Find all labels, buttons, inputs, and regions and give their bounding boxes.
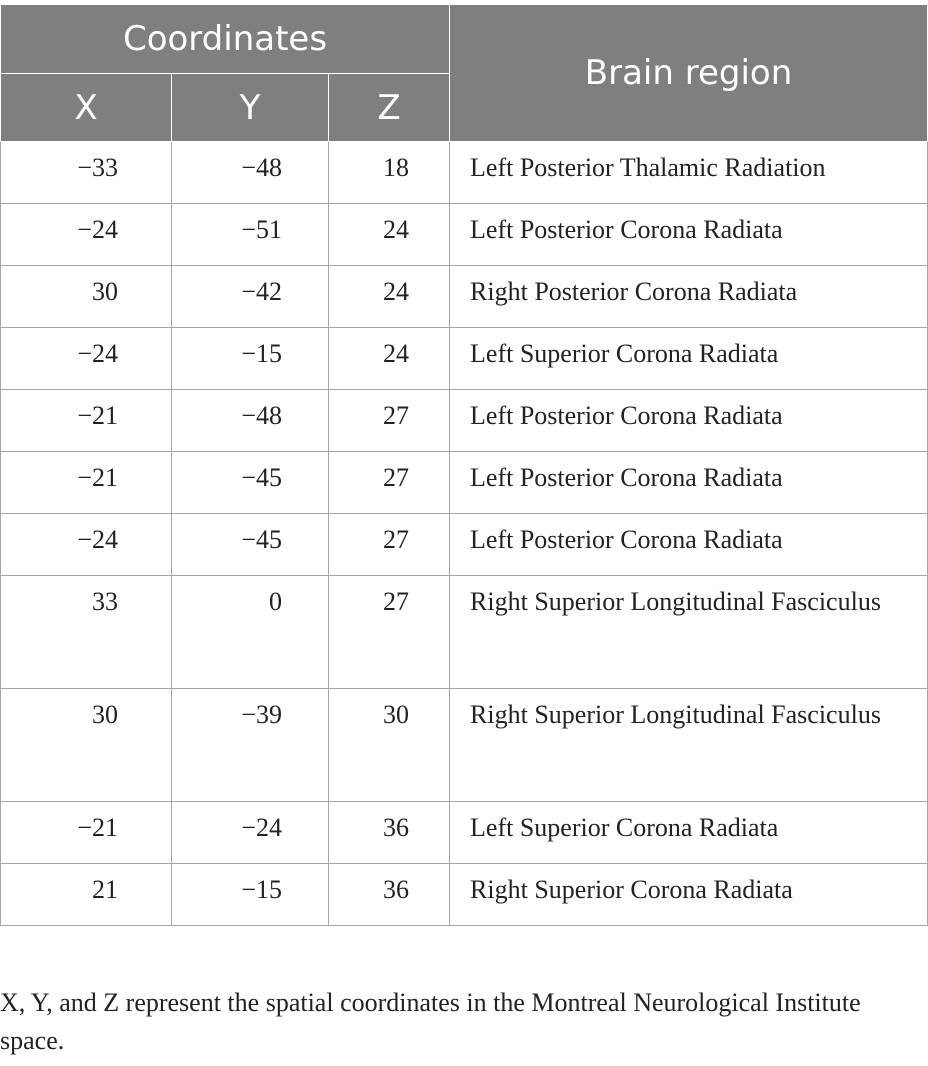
table-row	[1, 576, 928, 689]
table-row	[1, 328, 928, 390]
region-cell: Left Posterior Corona Radiata	[450, 204, 928, 266]
x-cell: −21	[1, 802, 172, 864]
region-cell: Right Superior Corona Radiata	[450, 864, 928, 926]
y-header: Y	[172, 74, 329, 142]
x-cell: −33	[1, 142, 172, 204]
x-header: X	[1, 74, 172, 142]
table-row	[1, 689, 928, 802]
y-cell: −48	[172, 390, 329, 452]
z-cell: 36	[329, 802, 450, 864]
region-cell: Right Posterior Corona Radiata	[450, 266, 928, 328]
region-cell: Left Posterior Corona Radiata	[450, 390, 928, 452]
x-cell: −24	[1, 204, 172, 266]
z-cell: 24	[329, 266, 450, 328]
y-cell: −45	[172, 452, 329, 514]
y-cell: 0	[172, 576, 329, 689]
x-cell: 30	[1, 689, 172, 802]
table-row	[1, 452, 928, 514]
coordinates-table	[0, 4, 928, 926]
region-cell: Left Posterior Corona Radiata	[450, 514, 928, 576]
y-cell: −42	[172, 266, 329, 328]
z-cell: 27	[329, 514, 450, 576]
z-cell: 27	[329, 390, 450, 452]
x-cell: 30	[1, 266, 172, 328]
z-header: Z	[329, 74, 450, 142]
table-row	[1, 802, 928, 864]
y-cell: −24	[172, 802, 329, 864]
y-cell: −45	[172, 514, 329, 576]
y-cell: −48	[172, 142, 329, 204]
region-cell: Right Superior Longitudinal Fasciculus	[450, 576, 928, 689]
region-cell: Left Posterior Thalamic Radiation	[450, 142, 928, 204]
table-footnote: X, Y, and Z represent the spatial coordinates in the Montreal Neurological Institute space.	[0, 988, 861, 1055]
region-cell: Left Superior Corona Radiata	[450, 328, 928, 390]
table-row	[1, 204, 928, 266]
y-cell: −15	[172, 328, 329, 390]
brain-region-header: Brain region	[450, 5, 928, 142]
y-cell: −39	[172, 689, 329, 802]
table-row	[1, 864, 928, 926]
table-row	[1, 390, 928, 452]
z-cell: 27	[329, 452, 450, 514]
table-row	[1, 142, 928, 204]
table-row	[1, 266, 928, 328]
z-cell: 24	[329, 328, 450, 390]
region-cell: Left Posterior Corona Radiata	[450, 452, 928, 514]
table-row	[1, 514, 928, 576]
z-cell: 27	[329, 576, 450, 689]
z-cell: 24	[329, 204, 450, 266]
region-cell: Right Superior Longitudinal Fasciculus	[450, 689, 928, 802]
y-cell: −51	[172, 204, 329, 266]
x-cell: −24	[1, 514, 172, 576]
z-cell: 36	[329, 864, 450, 926]
x-cell: −21	[1, 390, 172, 452]
x-cell: 33	[1, 576, 172, 689]
coordinates-header: Coordinates	[1, 5, 450, 74]
z-cell: 18	[329, 142, 450, 204]
y-cell: −15	[172, 864, 329, 926]
x-cell: −21	[1, 452, 172, 514]
x-cell: 21	[1, 864, 172, 926]
x-cell: −24	[1, 328, 172, 390]
z-cell: 30	[329, 689, 450, 802]
region-cell: Left Superior Corona Radiata	[450, 802, 928, 864]
